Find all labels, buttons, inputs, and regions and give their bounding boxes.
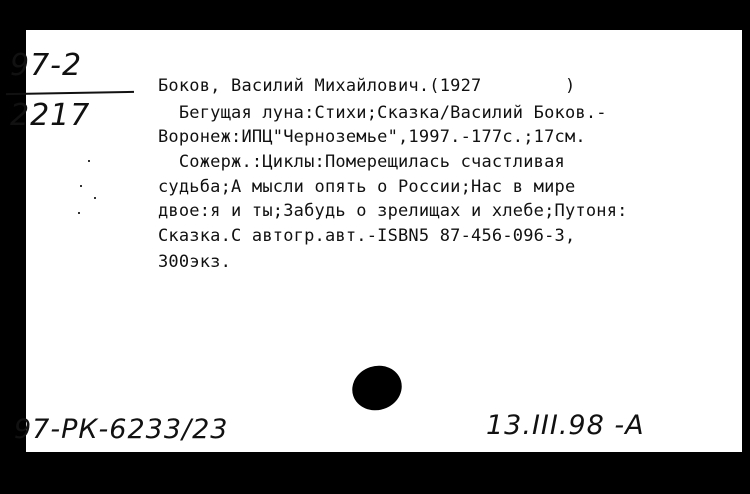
card-line-contents: Сожерж.:Циклы:Померещилась счастливая [158,152,565,172]
dust-speck [78,212,80,214]
date-stamp: 13.III.98 -A [486,410,645,441]
card-line-contents-3: двое:я и ты;Забудь о зрелищах и хлебе;Путоня: [158,201,628,221]
card-line-title: Бегущая луна:Стихи;Сказка/Василий Боков.- [158,103,607,123]
card-line-contents-2: судьба;А мысли опять о России;Нас в мире [158,177,576,197]
card-line-imprint: Воронеж:ИПЦ"Черноземье",1997.-177с.;17см. [158,127,586,147]
accession-number: 97-РК-6233/23 [14,414,229,445]
card-line-author: Боков, Василий Михайлович.(1927 ) [158,76,576,96]
card-line-copies: 300экз. [158,252,232,272]
dust-speck [88,160,90,162]
dust-speck [94,197,96,199]
call-number-top: 97-2 [10,48,83,83]
call-number-bottom: 2217 [10,98,91,133]
dust-speck [80,185,82,187]
card-line-isbn: Сказка.С автогр.авт.-ISBN5 87-456-096-3, [158,226,576,246]
